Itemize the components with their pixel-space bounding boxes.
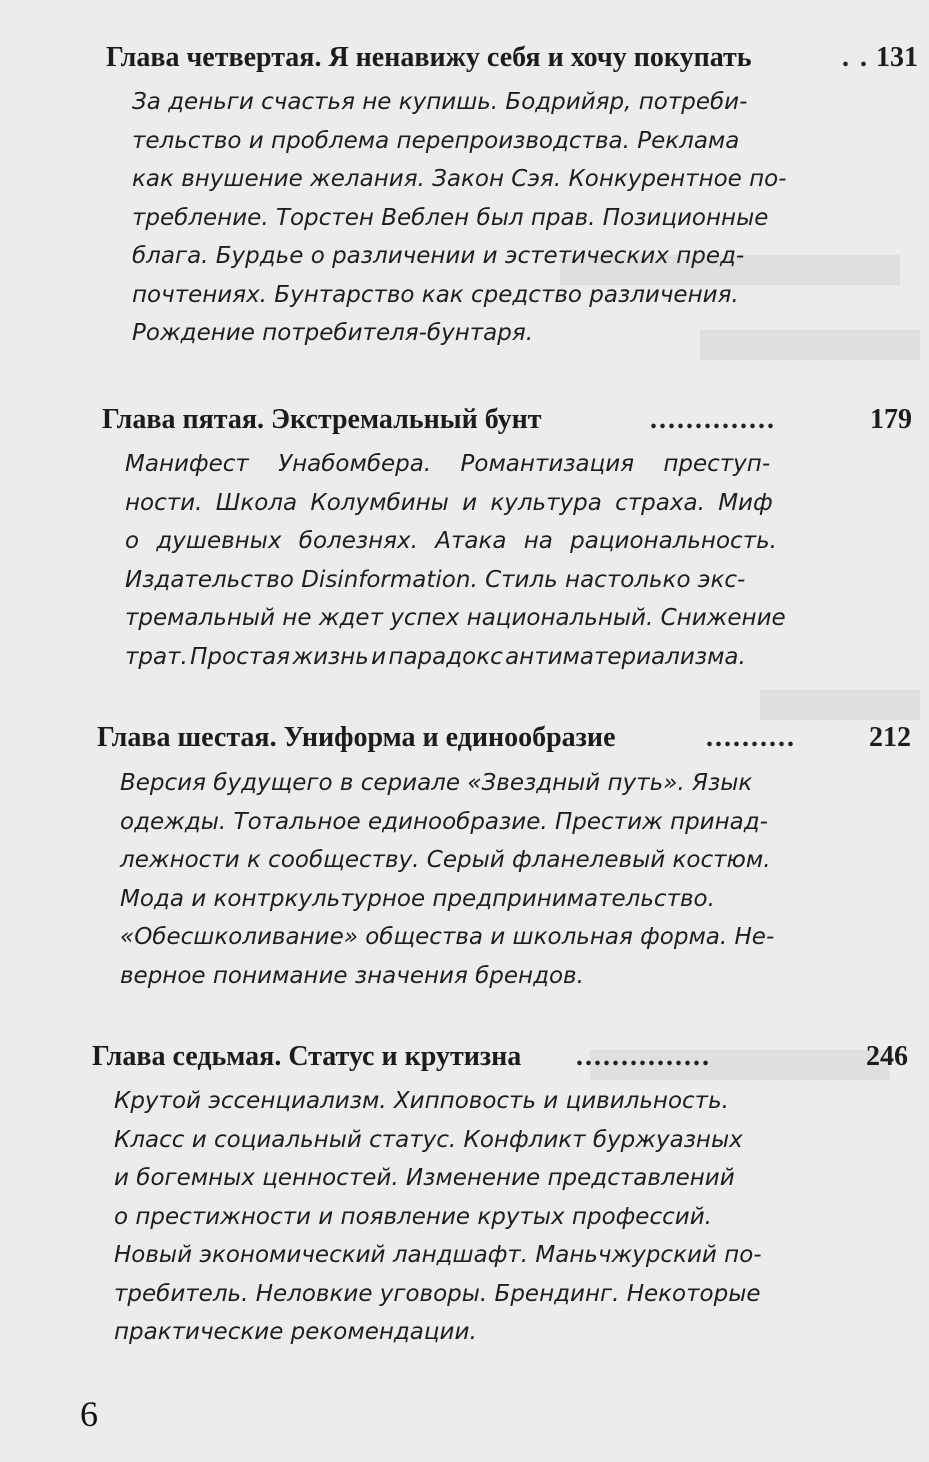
summary-line: Класс и социальный статус. Конфликт буржуазных — [114, 1126, 743, 1153]
summary-line: лежности к сообществу. Серый фланелевый костюм. — [120, 847, 771, 873]
chapter-summary — [125, 445, 786, 676]
toc-entry — [0, 36, 929, 346]
chapter-summary — [132, 83, 787, 353]
summary-line: и богемных ценностей. Изменение представлений — [114, 1165, 735, 1191]
toc-entry-heading — [0, 1035, 929, 1079]
leader-dots: .............. — [650, 404, 776, 435]
toc-entry — [0, 398, 929, 670]
summary-line: Манифест Унабомбера. Романтизация преступ- — [125, 451, 771, 477]
summary-line: блага. Бурдье о различении и эстетических пред- — [132, 243, 745, 269]
chapter-summary — [120, 764, 774, 995]
page-folio: 6 — [80, 1394, 98, 1434]
page-number: 179 — [870, 404, 912, 435]
summary-line: трат. Простая жизнь и парадокс антиматериализма. — [125, 643, 746, 670]
summary-line: требитель. Неловкие уговоры. Брендинг. Некоторые — [114, 1280, 761, 1307]
toc-entry-heading — [0, 398, 929, 442]
summary-line: почтениях. Бунтарство как средство различения. — [132, 281, 739, 308]
toc-entry — [0, 1035, 929, 1345]
summary-line: о престижности и появление крутых профессий. — [114, 1203, 712, 1230]
chapter-title: Глава седьмая. Статус и крутизна — [92, 1041, 522, 1072]
summary-line: «Обесшколивание» общества и школьная форма. Не- — [120, 924, 775, 950]
page-number: 246 — [866, 1041, 908, 1072]
summary-line: Версия будущего в сериале «Звездный путь». Язык — [120, 770, 753, 796]
leader-dots: .......... — [706, 722, 796, 753]
summary-line: верное понимание значения брендов. — [120, 962, 584, 989]
summary-line: о душевных болезнях. Атака на рациональность. — [125, 528, 777, 554]
summary-line: требление. Торстен Веблен был прав. Позиционные — [132, 204, 769, 231]
summary-line: практические рекомендации. — [114, 1319, 477, 1345]
leader-dots: ............... — [576, 1041, 711, 1072]
summary-line: Мода и контркультурное предпринимательство. — [120, 885, 715, 912]
summary-line: тремальный не ждет успех национальный. Снижение — [125, 605, 786, 631]
toc-entry — [0, 716, 929, 989]
summary-line: Крутой эссенциализм. Хипповость и цивильность. — [114, 1088, 729, 1114]
summary-line: За деньги счастья не купишь. Бодрийяр, потреби- — [132, 89, 748, 115]
summary-line: как внушение желания. Закон Сэя. Конкурентное по- — [132, 166, 787, 192]
page-number: 131 — [876, 42, 918, 73]
page-number: 212 — [869, 722, 911, 753]
summary-line: тельство и проблема перепроизводства. Реклама — [132, 127, 740, 154]
toc-entry-heading — [0, 716, 929, 760]
chapter-title: Глава четвертая. Я ненавижу себя и хочу покупать — [106, 42, 752, 73]
summary-line: Новый экономический ландшафт. Маньчжурский по- — [114, 1242, 762, 1268]
summary-line: Издательство Disinformation. Стиль настолько экс- — [125, 566, 746, 593]
chapter-summary — [114, 1082, 762, 1352]
leader-dots: . . — [842, 42, 869, 73]
summary-line: одежды. Тотальное единообразие. Престиж принад- — [120, 808, 768, 835]
summary-line: Рождение потребителя-бунтаря. — [132, 320, 534, 346]
chapter-title: Глава шестая. Униформа и единообразие — [97, 722, 616, 753]
chapter-title: Глава пятая. Экстремальный бунт — [102, 404, 542, 435]
toc-entry-heading — [0, 36, 929, 80]
summary-line: ности. Школа Колумбины и культура страха. Миф — [125, 489, 773, 516]
